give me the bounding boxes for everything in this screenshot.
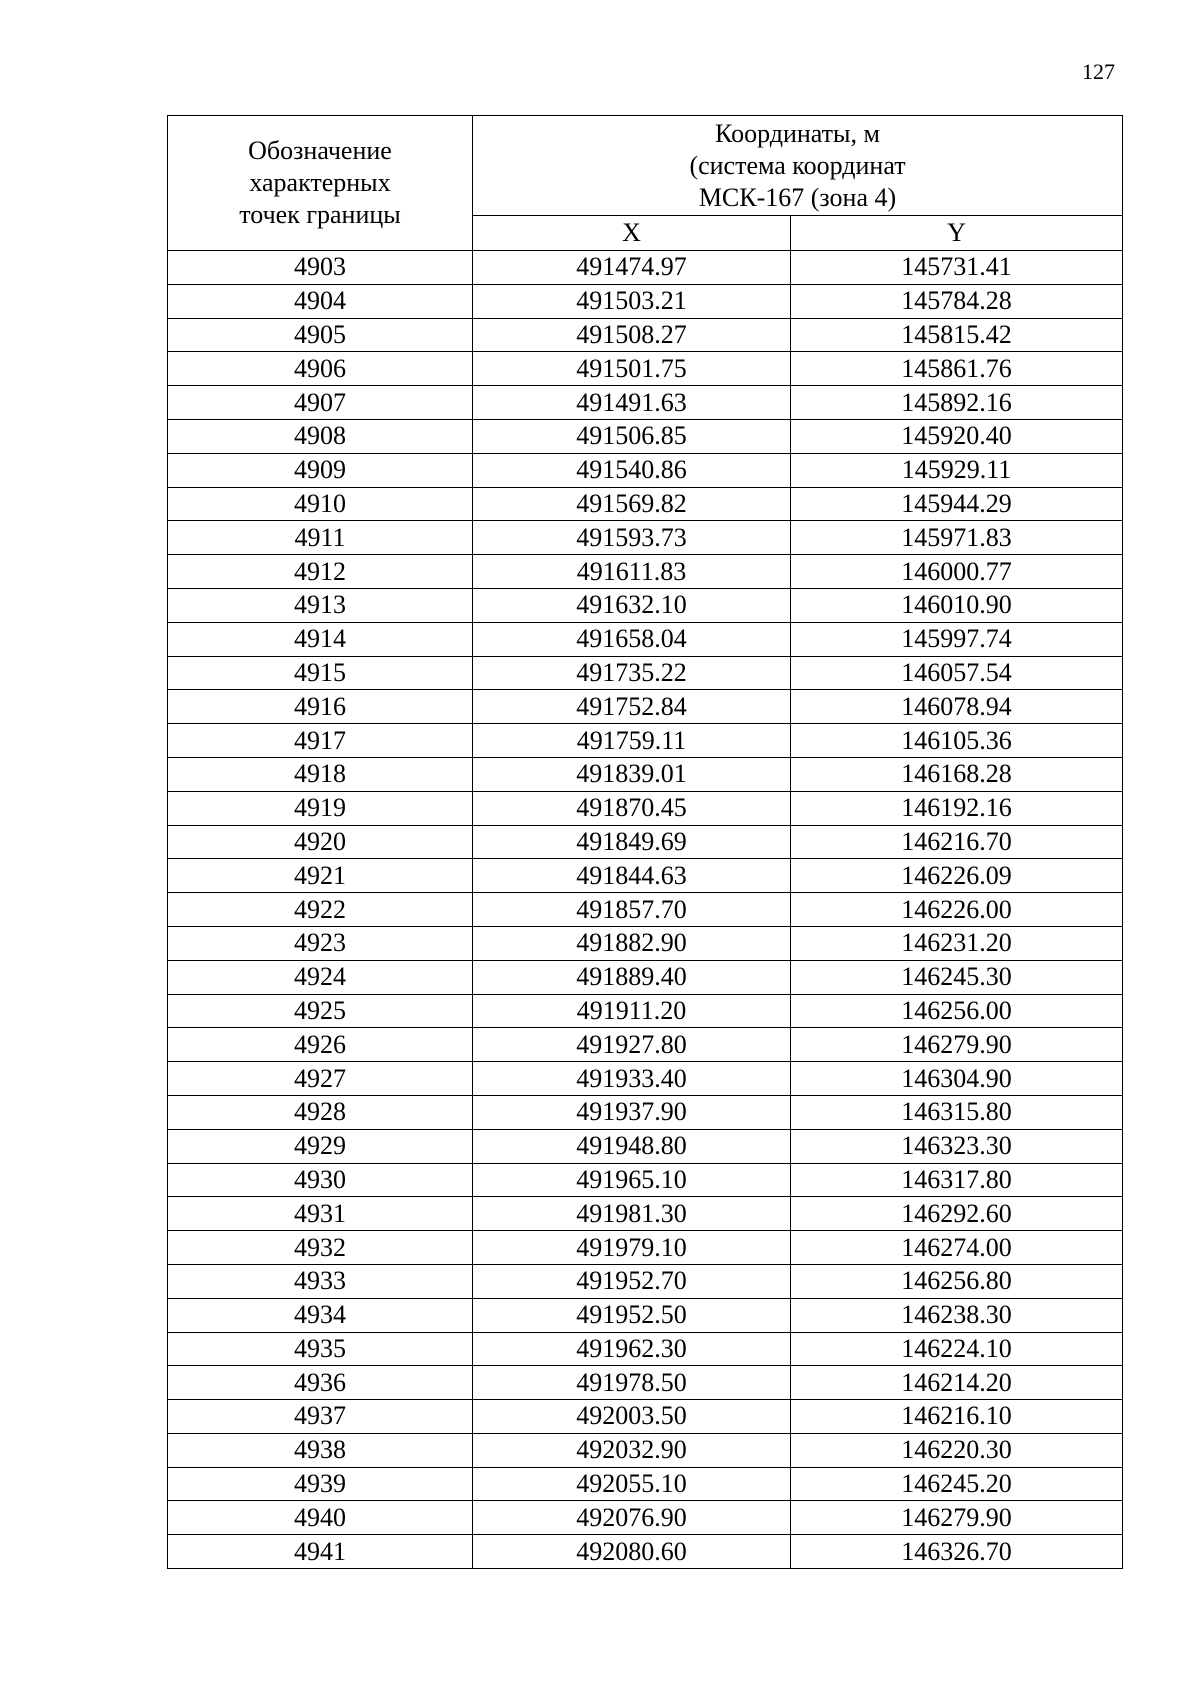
point-cell: 4927 <box>168 1062 473 1096</box>
table-row <box>168 757 1123 791</box>
y-coordinate-cell: 145971.83 <box>791 521 1123 555</box>
designation-header-line-1: Обозначение <box>248 136 392 165</box>
y-coordinate-cell: 146010.90 <box>791 588 1123 622</box>
x-coordinate-cell: 491839.01 <box>473 757 791 791</box>
x-coordinate-cell: 491759.11 <box>473 724 791 758</box>
x-coordinate-cell: 492076.90 <box>473 1501 791 1535</box>
table-row <box>168 724 1123 758</box>
x-coordinate-cell: 491501.75 <box>473 352 791 386</box>
point-cell: 4903 <box>168 251 473 285</box>
point-cell: 4906 <box>168 352 473 386</box>
table-row <box>168 1298 1123 1332</box>
y-coordinate-cell: 146256.80 <box>791 1264 1123 1298</box>
x-coordinate-cell: 491882.90 <box>473 926 791 960</box>
table-row <box>168 1501 1123 1535</box>
point-cell: 4925 <box>168 994 473 1028</box>
table-row <box>168 893 1123 927</box>
x-coordinate-cell: 491632.10 <box>473 588 791 622</box>
x-coordinate-cell: 491911.20 <box>473 994 791 1028</box>
coordinates-header-line-2: (система координат <box>689 150 906 180</box>
point-cell: 4907 <box>168 386 473 420</box>
y-coordinate-cell: 146238.30 <box>791 1298 1123 1332</box>
point-cell: 4919 <box>168 791 473 825</box>
designation-header-line-2: характерных <box>249 168 391 197</box>
x-coordinate-cell: 491658.04 <box>473 622 791 656</box>
y-coordinate-cell: 146279.90 <box>791 1501 1123 1535</box>
point-cell: 4924 <box>168 960 473 994</box>
y-coordinate-cell: 146220.30 <box>791 1433 1123 1467</box>
y-coordinate-cell: 145920.40 <box>791 419 1123 453</box>
point-cell: 4922 <box>168 893 473 927</box>
designation-header-line-3: точек границы <box>239 200 401 229</box>
x-coordinate-cell: 491978.50 <box>473 1366 791 1400</box>
point-cell: 4941 <box>168 1535 473 1569</box>
table-row <box>168 1400 1123 1434</box>
point-cell: 4929 <box>168 1129 473 1163</box>
y-coordinate-cell: 146317.80 <box>791 1163 1123 1197</box>
table-row <box>168 386 1123 420</box>
y-coordinate-cell: 145731.41 <box>791 251 1123 285</box>
y-coordinate-cell: 145944.29 <box>791 487 1123 521</box>
point-cell: 4932 <box>168 1231 473 1265</box>
table-row <box>168 926 1123 960</box>
y-coordinate-cell: 146057.54 <box>791 656 1123 690</box>
point-cell: 4940 <box>168 1501 473 1535</box>
y-coordinate-cell: 146214.20 <box>791 1366 1123 1400</box>
point-cell: 4923 <box>168 926 473 960</box>
y-coordinate-cell: 146192.16 <box>791 791 1123 825</box>
table-row <box>168 521 1123 555</box>
point-cell: 4917 <box>168 724 473 758</box>
x-column-header: X <box>473 216 791 251</box>
point-cell: 4915 <box>168 656 473 690</box>
point-cell: 4938 <box>168 1433 473 1467</box>
x-coordinate-cell: 491927.80 <box>473 1028 791 1062</box>
table-row <box>168 1433 1123 1467</box>
x-coordinate-cell: 491569.82 <box>473 487 791 521</box>
x-coordinate-cell: 491593.73 <box>473 521 791 555</box>
x-coordinate-cell: 491849.69 <box>473 825 791 859</box>
y-coordinate-cell: 146292.60 <box>791 1197 1123 1231</box>
x-coordinate-cell: 492003.50 <box>473 1400 791 1434</box>
coordinates-header-line-1: Координаты, м <box>715 118 880 148</box>
point-cell: 4914 <box>168 622 473 656</box>
table-row <box>168 1332 1123 1366</box>
y-coordinate-cell: 145997.74 <box>791 622 1123 656</box>
table-row <box>168 419 1123 453</box>
y-coordinate-cell: 146256.00 <box>791 994 1123 1028</box>
y-coordinate-cell: 146216.70 <box>791 825 1123 859</box>
table-row <box>168 859 1123 893</box>
x-coordinate-cell: 491889.40 <box>473 960 791 994</box>
x-coordinate-cell: 491491.63 <box>473 386 791 420</box>
x-coordinate-cell: 491503.21 <box>473 284 791 318</box>
x-coordinate-cell: 491506.85 <box>473 419 791 453</box>
table-row <box>168 487 1123 521</box>
y-coordinate-cell: 146226.09 <box>791 859 1123 893</box>
page-number: 127 <box>1082 59 1115 84</box>
point-cell: 4935 <box>168 1332 473 1366</box>
y-coordinate-cell: 146315.80 <box>791 1095 1123 1129</box>
y-coordinate-cell: 146105.36 <box>791 724 1123 758</box>
table-row <box>168 656 1123 690</box>
y-coordinate-cell: 146304.90 <box>791 1062 1123 1096</box>
point-cell: 4921 <box>168 859 473 893</box>
point-cell: 4910 <box>168 487 473 521</box>
table-row <box>168 994 1123 1028</box>
coordinates-header <box>473 116 1123 216</box>
x-coordinate-cell: 491979.10 <box>473 1231 791 1265</box>
x-coordinate-cell: 491965.10 <box>473 1163 791 1197</box>
point-cell: 4939 <box>168 1467 473 1501</box>
table-row <box>168 690 1123 724</box>
y-coordinate-cell: 146326.70 <box>791 1535 1123 1569</box>
table-row <box>168 1231 1123 1265</box>
point-cell: 4933 <box>168 1264 473 1298</box>
y-column-header: Y <box>791 216 1123 251</box>
table-row <box>168 284 1123 318</box>
x-coordinate-cell: 491962.30 <box>473 1332 791 1366</box>
table-row <box>168 791 1123 825</box>
y-coordinate-cell: 146078.94 <box>791 690 1123 724</box>
x-coordinate-cell: 491844.63 <box>473 859 791 893</box>
designation-header <box>168 116 473 251</box>
y-coordinate-cell: 146279.90 <box>791 1028 1123 1062</box>
table-row <box>168 251 1123 285</box>
y-coordinate-cell: 146245.30 <box>791 960 1123 994</box>
point-cell: 4937 <box>168 1400 473 1434</box>
x-coordinate-cell: 491981.30 <box>473 1197 791 1231</box>
x-coordinate-cell: 491948.80 <box>473 1129 791 1163</box>
table-row <box>168 1129 1123 1163</box>
point-cell: 4931 <box>168 1197 473 1231</box>
point-cell: 4916 <box>168 690 473 724</box>
table-row <box>168 318 1123 352</box>
table-row <box>168 1028 1123 1062</box>
point-cell: 4913 <box>168 588 473 622</box>
y-coordinate-cell: 146224.10 <box>791 1332 1123 1366</box>
x-coordinate-cell: 491937.90 <box>473 1095 791 1129</box>
table-row <box>168 453 1123 487</box>
point-cell: 4918 <box>168 757 473 791</box>
table-row <box>168 1264 1123 1298</box>
x-coordinate-cell: 491474.97 <box>473 251 791 285</box>
point-cell: 4926 <box>168 1028 473 1062</box>
x-coordinate-cell: 491870.45 <box>473 791 791 825</box>
x-coordinate-cell: 491540.86 <box>473 453 791 487</box>
x-coordinate-cell: 492080.60 <box>473 1535 791 1569</box>
table-row <box>168 1535 1123 1569</box>
y-coordinate-cell: 146231.20 <box>791 926 1123 960</box>
y-coordinate-cell: 146226.00 <box>791 893 1123 927</box>
y-coordinate-cell: 145892.16 <box>791 386 1123 420</box>
table-body <box>168 251 1123 1569</box>
table-row <box>168 588 1123 622</box>
y-coordinate-cell: 146168.28 <box>791 757 1123 791</box>
coordinates-table <box>167 115 1123 1569</box>
point-cell: 4928 <box>168 1095 473 1129</box>
x-coordinate-cell: 491952.50 <box>473 1298 791 1332</box>
table-row <box>168 1467 1123 1501</box>
table-row <box>168 555 1123 589</box>
y-coordinate-cell: 146323.30 <box>791 1129 1123 1163</box>
x-coordinate-cell: 491611.83 <box>473 555 791 589</box>
y-coordinate-cell: 145929.11 <box>791 453 1123 487</box>
table-row <box>168 1197 1123 1231</box>
y-coordinate-cell: 146000.77 <box>791 555 1123 589</box>
table-row <box>168 1366 1123 1400</box>
point-cell: 4904 <box>168 284 473 318</box>
point-cell: 4934 <box>168 1298 473 1332</box>
y-coordinate-cell: 145784.28 <box>791 284 1123 318</box>
table-row <box>168 352 1123 386</box>
x-coordinate-cell: 491857.70 <box>473 893 791 927</box>
table-row <box>168 1062 1123 1096</box>
point-cell: 4908 <box>168 419 473 453</box>
point-cell: 4909 <box>168 453 473 487</box>
table-row <box>168 1163 1123 1197</box>
point-cell: 4930 <box>168 1163 473 1197</box>
table-row <box>168 1095 1123 1129</box>
y-coordinate-cell: 145861.76 <box>791 352 1123 386</box>
y-coordinate-cell: 146274.00 <box>791 1231 1123 1265</box>
y-coordinate-cell: 146216.10 <box>791 1400 1123 1434</box>
table-row <box>168 825 1123 859</box>
table-header <box>168 116 1123 251</box>
x-coordinate-cell: 491933.40 <box>473 1062 791 1096</box>
point-cell: 4911 <box>168 521 473 555</box>
x-coordinate-cell: 491508.27 <box>473 318 791 352</box>
point-cell: 4912 <box>168 555 473 589</box>
table-row <box>168 622 1123 656</box>
y-coordinate-cell: 146245.20 <box>791 1467 1123 1501</box>
point-cell: 4936 <box>168 1366 473 1400</box>
x-coordinate-cell: 492032.90 <box>473 1433 791 1467</box>
coordinates-header-line-3: МСК-167 (зона 4) <box>698 182 897 212</box>
y-coordinate-cell: 145815.42 <box>791 318 1123 352</box>
point-cell: 4920 <box>168 825 473 859</box>
table-row <box>168 960 1123 994</box>
x-coordinate-cell: 492055.10 <box>473 1467 791 1501</box>
x-coordinate-cell: 491952.70 <box>473 1264 791 1298</box>
point-cell: 4905 <box>168 318 473 352</box>
x-coordinate-cell: 491735.22 <box>473 656 791 690</box>
x-coordinate-cell: 491752.84 <box>473 690 791 724</box>
